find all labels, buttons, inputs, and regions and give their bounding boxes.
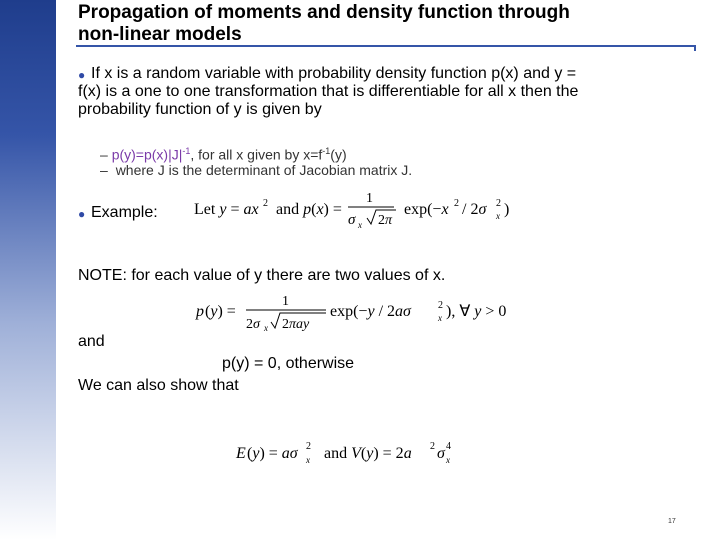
bullet-1-line-1: If x is a random variable with probability density function p(x) and y = [91,65,577,82]
also-show-text: We can also show that [78,377,239,394]
svg-text:2π: 2π [378,213,393,228]
svg-text:E: E [236,445,246,462]
svg-text:2: 2 [263,198,268,209]
dash-icon: – [100,146,112,163]
bullet-dot-1: ● [78,68,86,82]
svg-text:σ: σ [348,212,356,228]
svg-text:1: 1 [366,191,373,206]
sub1-sup2: -1 [322,146,331,156]
svg-text:4: 4 [446,441,451,452]
svg-text:), ∀ y > 0: ), ∀ y > 0 [446,303,507,320]
svg-text:): ) [504,201,510,218]
moments-formula [234,436,474,468]
svg-text:(y) = aσ: (y) = aσ [247,445,298,462]
svg-text:2: 2 [306,441,311,452]
svg-text:σ: σ [437,445,445,462]
svg-text:2: 2 [438,300,443,311]
example-formula [192,186,522,234]
svg-text:x: x [446,455,450,465]
svg-text:and V(y) = 2a: and V(y) = 2a [324,445,412,462]
svg-text:exp(−x: exp(−x [404,201,449,218]
svg-text:2: 2 [430,441,435,452]
svg-text:2: 2 [454,198,459,209]
svg-text:and p(x) =: and p(x) = [276,201,342,218]
svg-text:p: p [196,303,204,320]
sub2-text: where J is the determinant of Jacobian matrix J. [115,162,413,178]
sub1-part2: , for all x given by x=f [190,146,323,163]
dash-icon: – [100,162,112,178]
bullet-dot-2: ● [78,207,86,221]
title-underline [76,45,696,47]
bullet-1-line-2: f(x) is a one to one transformation that is differentiable for all x then the [78,83,579,100]
slide-title [78,2,698,46]
svg-text:(y) =: (y) = [205,303,236,320]
svg-text:x: x [306,455,310,465]
svg-text:x: x [496,211,500,221]
svg-text:2: 2 [496,198,501,209]
svg-text:exp(−y / 2aσ: exp(−y / 2aσ [330,303,411,320]
title-underline-tick [694,45,696,51]
svg-text:x: x [264,323,268,333]
svg-text:x: x [358,220,362,230]
sub1-sup1: -1 [182,146,191,156]
bullet-1-line-3: probability function of y is given by [78,101,322,118]
sub1-part3: (y) [330,146,347,163]
svg-text:Let y = ax: Let y = ax [194,201,259,218]
title-line-1: Propagation of moments and density function through [78,2,570,23]
svg-text:2σ: 2σ [246,317,260,332]
sub1-part1: p(y)=p(x)|J| [111,146,183,163]
note-text: NOTE: for each value of y there are two values of x. [78,267,446,284]
sub-item-jacobian-def [100,161,412,179]
svg-text:1: 1 [282,294,289,309]
example-label: Example: [91,204,158,221]
svg-text:2πay: 2πay [282,317,310,332]
page-number: 17 [668,518,676,525]
and-label: and [78,333,105,350]
svg-text:/ 2σ: / 2σ [462,201,487,218]
title-line-2: non-linear models [78,24,242,45]
svg-text:x: x [438,313,442,323]
py-formula [194,290,514,334]
otherwise-text: p(y) = 0, otherwise [222,355,355,372]
slide-sidebar-gradient [0,0,56,540]
